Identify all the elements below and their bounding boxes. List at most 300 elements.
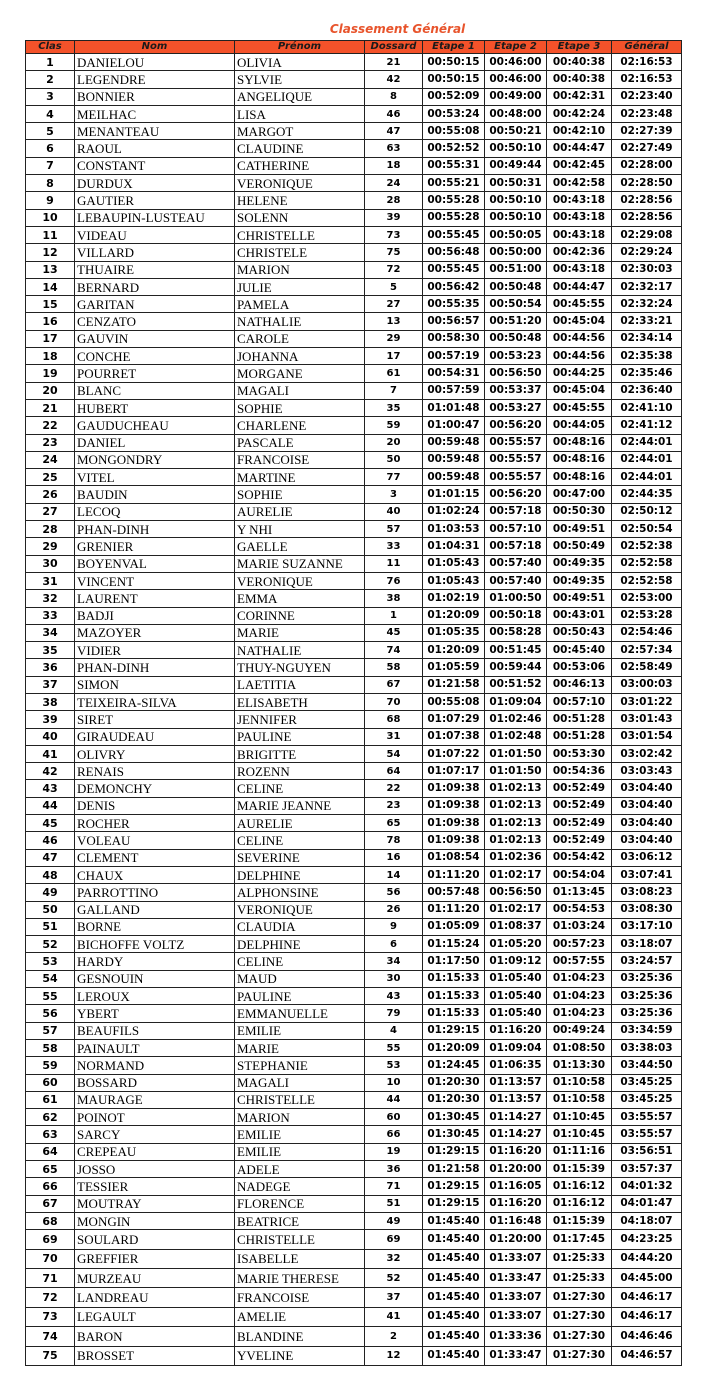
first-name-cell: CELINE [235, 832, 365, 849]
stage-3-time-cell: 01:10:58 [547, 1091, 612, 1108]
stage-3-time-cell: 00:50:43 [547, 624, 612, 641]
stage-3-time-cell: 00:49:35 [547, 572, 612, 589]
stage-3-time-cell: 01:17:45 [547, 1230, 612, 1249]
stage-1-time-cell: 01:04:31 [423, 538, 485, 555]
stage-2-time-cell: 01:02:48 [485, 728, 547, 745]
rank-cell: 13 [26, 261, 75, 278]
stage-3-time-cell: 01:13:30 [547, 1057, 612, 1074]
table-row [26, 486, 682, 503]
bib-cell: 51 [365, 1195, 423, 1212]
overall-time-cell: 03:34:59 [612, 1022, 682, 1039]
stage-3-time-cell: 00:42:36 [547, 244, 612, 261]
stage-3-time-cell: 00:48:16 [547, 434, 612, 451]
first-name-cell: JOHANNA [235, 348, 365, 365]
stage-1-time-cell: 00:55:08 [423, 693, 485, 710]
stage-2-time-cell: 00:53:27 [485, 399, 547, 416]
table-row [26, 1074, 682, 1091]
last-name-cell: DANIELOU [75, 54, 235, 71]
rank-cell: 59 [26, 1057, 75, 1074]
stage-3-time-cell: 01:04:23 [547, 970, 612, 987]
rank-cell: 16 [26, 313, 75, 330]
table-row [26, 1109, 682, 1126]
table-row [26, 399, 682, 416]
overall-time-cell: 03:02:42 [612, 745, 682, 762]
last-name-cell: GAUTIER [75, 192, 235, 209]
stage-1-time-cell: 01:29:15 [423, 1178, 485, 1195]
first-name-cell: DELPHINE [235, 866, 365, 883]
stage-3-time-cell: 00:43:18 [547, 209, 612, 226]
rank-cell: 30 [26, 555, 75, 572]
overall-time-cell: 02:28:00 [612, 157, 682, 174]
last-name-cell: GESNOUIN [75, 970, 235, 987]
rank-cell: 34 [26, 624, 75, 641]
stage-2-time-cell: 01:00:50 [485, 590, 547, 607]
overall-time-cell: 04:46:17 [612, 1307, 682, 1326]
stage-2-time-cell: 00:59:44 [485, 659, 547, 676]
stage-2-time-cell: 00:51:00 [485, 261, 547, 278]
stage-1-time-cell: 01:45:40 [423, 1249, 485, 1268]
stage-1-time-cell: 01:45:40 [423, 1268, 485, 1287]
rank-cell: 12 [26, 244, 75, 261]
rank-cell: 60 [26, 1074, 75, 1091]
stage-1-time-cell: 01:02:19 [423, 590, 485, 607]
table-row [26, 849, 682, 866]
stage-1-time-cell: 00:58:30 [423, 330, 485, 347]
bib-cell: 74 [365, 642, 423, 659]
bib-cell: 77 [365, 469, 423, 486]
stage-3-time-cell: 00:52:49 [547, 832, 612, 849]
stage-2-time-cell: 00:50:31 [485, 175, 547, 192]
overall-time-cell: 04:44:20 [612, 1249, 682, 1268]
rank-cell: 3 [26, 88, 75, 105]
rank-cell: 62 [26, 1109, 75, 1126]
stage-3-time-cell: 00:42:31 [547, 88, 612, 105]
stage-2-time-cell: 01:09:04 [485, 693, 547, 710]
overall-time-cell: 02:36:40 [612, 382, 682, 399]
overall-time-cell: 02:57:34 [612, 642, 682, 659]
last-name-cell: VOLEAU [75, 832, 235, 849]
overall-time-cell: 02:54:46 [612, 624, 682, 641]
first-name-cell: BEATRICE [235, 1212, 365, 1229]
last-name-cell: GIRAUDEAU [75, 728, 235, 745]
rank-cell: 70 [26, 1249, 75, 1268]
bib-cell: 68 [365, 711, 423, 728]
results-table [25, 40, 682, 1366]
overall-time-cell: 03:01:54 [612, 728, 682, 745]
table-row [26, 693, 682, 710]
stage-2-time-cell: 01:33:47 [485, 1268, 547, 1287]
overall-time-cell: 02:27:49 [612, 140, 682, 157]
table-row [26, 728, 682, 745]
rank-cell: 10 [26, 209, 75, 226]
stage-1-time-cell: 01:09:38 [423, 832, 485, 849]
bib-cell: 69 [365, 1230, 423, 1249]
stage-1-time-cell: 01:21:58 [423, 676, 485, 693]
stage-3-time-cell: 00:49:51 [547, 590, 612, 607]
last-name-cell: CHAUX [75, 866, 235, 883]
bib-cell: 4 [365, 1022, 423, 1039]
first-name-cell: ANGELIQUE [235, 88, 365, 105]
stage-1-time-cell: 01:01:48 [423, 399, 485, 416]
stage-2-time-cell: 00:50:00 [485, 244, 547, 261]
stage-3-time-cell: 00:44:56 [547, 330, 612, 347]
stage-3-time-cell: 00:44:47 [547, 278, 612, 295]
table-row [26, 330, 682, 347]
stage-1-time-cell: 00:53:24 [423, 105, 485, 122]
stage-1-time-cell: 00:50:15 [423, 54, 485, 71]
last-name-cell: VIDEAU [75, 226, 235, 243]
bib-cell: 40 [365, 503, 423, 520]
last-name-cell: LECOQ [75, 503, 235, 520]
table-row [26, 261, 682, 278]
stage-2-time-cell: 01:01:50 [485, 745, 547, 762]
first-name-cell: ELISABETH [235, 693, 365, 710]
table-row [26, 105, 682, 122]
table-row [26, 780, 682, 797]
first-name-cell: JENNIFER [235, 711, 365, 728]
first-name-cell: THUY-NGUYEN [235, 659, 365, 676]
bib-cell: 44 [365, 1091, 423, 1108]
first-name-cell: NATHALIE [235, 313, 365, 330]
overall-time-cell: 02:32:17 [612, 278, 682, 295]
stage-2-time-cell: 01:05:40 [485, 1005, 547, 1022]
bib-cell: 52 [365, 1268, 423, 1287]
first-name-cell: CHARLENE [235, 417, 365, 434]
last-name-cell: BEAUFILS [75, 1022, 235, 1039]
last-name-cell: PHAN-DINH [75, 521, 235, 538]
table-row [26, 1039, 682, 1056]
bib-cell: 76 [365, 572, 423, 589]
overall-time-cell: 02:29:24 [612, 244, 682, 261]
stage-2-time-cell: 00:57:10 [485, 521, 547, 538]
last-name-cell: BORNE [75, 918, 235, 935]
table-row [26, 1212, 682, 1229]
first-name-cell: CORINNE [235, 607, 365, 624]
first-name-cell: LISA [235, 105, 365, 122]
stage-2-time-cell: 01:02:17 [485, 901, 547, 918]
overall-time-cell: 03:25:36 [612, 988, 682, 1005]
stage-1-time-cell: 01:24:45 [423, 1057, 485, 1074]
last-name-cell: MOUTRAY [75, 1195, 235, 1212]
stage-2-time-cell: 00:55:57 [485, 469, 547, 486]
stage-2-time-cell: 01:33:07 [485, 1249, 547, 1268]
stage-2-time-cell: 00:46:00 [485, 54, 547, 71]
stage-1-time-cell: 00:55:35 [423, 296, 485, 313]
stage-1-time-cell: 01:01:15 [423, 486, 485, 503]
table-row [26, 192, 682, 209]
rank-cell: 47 [26, 849, 75, 866]
overall-time-cell: 02:41:10 [612, 399, 682, 416]
bib-cell: 71 [365, 1178, 423, 1195]
first-name-cell: NADEGE [235, 1178, 365, 1195]
first-name-cell: SOLENN [235, 209, 365, 226]
table-row [26, 434, 682, 451]
first-name-cell: MARIE JEANNE [235, 797, 365, 814]
stage-2-time-cell: 00:51:52 [485, 676, 547, 693]
rank-cell: 8 [26, 175, 75, 192]
table-row [26, 175, 682, 192]
first-name-cell: EMMA [235, 590, 365, 607]
first-name-cell: CHRISTELLE [235, 226, 365, 243]
overall-time-cell: 02:52:58 [612, 555, 682, 572]
first-name-cell: CAROLE [235, 330, 365, 347]
stage-3-time-cell: 00:44:47 [547, 140, 612, 157]
stage-1-time-cell: 00:55:45 [423, 261, 485, 278]
overall-time-cell: 02:30:03 [612, 261, 682, 278]
overall-time-cell: 02:50:54 [612, 521, 682, 538]
overall-time-cell: 04:18:07 [612, 1212, 682, 1229]
overall-time-cell: 03:04:40 [612, 780, 682, 797]
stage-3-time-cell: 00:40:38 [547, 71, 612, 88]
stage-2-time-cell: 00:50:10 [485, 192, 547, 209]
last-name-cell: MEILHAC [75, 105, 235, 122]
last-name-cell: CENZATO [75, 313, 235, 330]
stage-3-time-cell: 01:15:39 [547, 1161, 612, 1178]
rank-cell: 58 [26, 1039, 75, 1056]
overall-time-cell: 02:28:56 [612, 192, 682, 209]
table-row [26, 1091, 682, 1108]
first-name-cell: GAELLE [235, 538, 365, 555]
first-name-cell: BLANDINE [235, 1327, 365, 1346]
overall-time-cell: 03:17:10 [612, 918, 682, 935]
rank-cell: 61 [26, 1091, 75, 1108]
rank-cell: 74 [26, 1327, 75, 1346]
first-name-cell: BRIGITTE [235, 745, 365, 762]
bib-cell: 64 [365, 763, 423, 780]
stage-3-time-cell: 00:53:06 [547, 659, 612, 676]
first-name-cell: PAMELA [235, 296, 365, 313]
table-row [26, 1022, 682, 1039]
rank-cell: 26 [26, 486, 75, 503]
overall-time-cell: 02:53:28 [612, 607, 682, 624]
rank-cell: 68 [26, 1212, 75, 1229]
last-name-cell: GAUDUCHEAU [75, 417, 235, 434]
bib-cell: 55 [365, 1039, 423, 1056]
stage-3-time-cell: 00:50:30 [547, 503, 612, 520]
stage-2-time-cell: 01:02:13 [485, 832, 547, 849]
first-name-cell: CHRISTELLE [235, 1230, 365, 1249]
stage-1-time-cell: 01:29:15 [423, 1195, 485, 1212]
rank-cell: 6 [26, 140, 75, 157]
table-row [26, 832, 682, 849]
bib-cell: 61 [365, 365, 423, 382]
overall-time-cell: 04:46:46 [612, 1327, 682, 1346]
bib-cell: 13 [365, 313, 423, 330]
stage-1-time-cell: 01:20:30 [423, 1091, 485, 1108]
table-row [26, 503, 682, 520]
overall-time-cell: 03:07:41 [612, 866, 682, 883]
stage-1-time-cell: 01:15:24 [423, 936, 485, 953]
table-row [26, 469, 682, 486]
first-name-cell: OLIVIA [235, 54, 365, 71]
table-row [26, 953, 682, 970]
stage-2-time-cell: 01:33:07 [485, 1307, 547, 1326]
overall-time-cell: 04:23:25 [612, 1230, 682, 1249]
bib-cell: 2 [365, 1327, 423, 1346]
stage-2-time-cell: 00:50:21 [485, 123, 547, 140]
rank-cell: 1 [26, 54, 75, 71]
first-name-cell: EMILIE [235, 1143, 365, 1160]
col-header-etape-2: Etape 2 [485, 41, 547, 54]
stage-2-time-cell: 01:02:13 [485, 797, 547, 814]
table-row [26, 1249, 682, 1268]
bib-cell: 20 [365, 434, 423, 451]
overall-time-cell: 03:56:51 [612, 1143, 682, 1160]
table-row [26, 209, 682, 226]
stage-3-time-cell: 01:27:30 [547, 1327, 612, 1346]
bib-cell: 50 [365, 451, 423, 468]
last-name-cell: MONGONDRY [75, 451, 235, 468]
rank-cell: 31 [26, 572, 75, 589]
stage-2-time-cell: 00:53:23 [485, 348, 547, 365]
first-name-cell: MARTINE [235, 469, 365, 486]
stage-3-time-cell: 00:52:49 [547, 815, 612, 832]
last-name-cell: MURZEAU [75, 1268, 235, 1287]
rank-cell: 18 [26, 348, 75, 365]
last-name-cell: CONCHE [75, 348, 235, 365]
bib-cell: 43 [365, 988, 423, 1005]
last-name-cell: JOSSO [75, 1161, 235, 1178]
page-title: Classement Général [329, 22, 466, 36]
bib-cell: 33 [365, 538, 423, 555]
first-name-cell: EMMANUELLE [235, 1005, 365, 1022]
stage-2-time-cell: 00:57:40 [485, 555, 547, 572]
last-name-cell: GAUVIN [75, 330, 235, 347]
rank-cell: 75 [26, 1346, 75, 1365]
stage-2-time-cell: 00:57:40 [485, 572, 547, 589]
first-name-cell: MAGALI [235, 1074, 365, 1091]
stage-2-time-cell: 01:20:00 [485, 1161, 547, 1178]
overall-time-cell: 03:57:37 [612, 1161, 682, 1178]
stage-2-time-cell: 00:56:20 [485, 486, 547, 503]
col-header-dossard: Dossard [365, 41, 423, 54]
bib-cell: 18 [365, 157, 423, 174]
last-name-cell: PHAN-DINH [75, 659, 235, 676]
bib-cell: 60 [365, 1109, 423, 1126]
table-row [26, 54, 682, 71]
overall-time-cell: 03:55:57 [612, 1109, 682, 1126]
stage-1-time-cell: 00:55:31 [423, 157, 485, 174]
bib-cell: 10 [365, 1074, 423, 1091]
last-name-cell: RAOUL [75, 140, 235, 157]
last-name-cell: HARDY [75, 953, 235, 970]
stage-3-time-cell: 01:08:50 [547, 1039, 612, 1056]
last-name-cell: BERNARD [75, 278, 235, 295]
bib-cell: 63 [365, 140, 423, 157]
bib-cell: 14 [365, 866, 423, 883]
col-header-etape-3: Etape 3 [547, 41, 612, 54]
table-row [26, 382, 682, 399]
table-row [26, 123, 682, 140]
stage-1-time-cell: 01:21:58 [423, 1161, 485, 1178]
rank-cell: 49 [26, 884, 75, 901]
stage-2-time-cell: 01:20:00 [485, 1230, 547, 1249]
overall-time-cell: 03:04:40 [612, 815, 682, 832]
stage-3-time-cell: 00:47:00 [547, 486, 612, 503]
overall-time-cell: 03:03:43 [612, 763, 682, 780]
first-name-cell: MARGOT [235, 123, 365, 140]
stage-3-time-cell: 00:45:04 [547, 382, 612, 399]
last-name-cell: BICHOFFE VOLTZ [75, 936, 235, 953]
rank-cell: 4 [26, 105, 75, 122]
stage-3-time-cell: 00:45:04 [547, 313, 612, 330]
stage-3-time-cell: 00:53:30 [547, 745, 612, 762]
stage-3-time-cell: 00:50:49 [547, 538, 612, 555]
rank-cell: 44 [26, 797, 75, 814]
first-name-cell: ROZENN [235, 763, 365, 780]
bib-cell: 70 [365, 693, 423, 710]
rank-cell: 29 [26, 538, 75, 555]
first-name-cell: JULIE [235, 278, 365, 295]
rank-cell: 5 [26, 123, 75, 140]
stage-1-time-cell: 01:45:40 [423, 1230, 485, 1249]
bib-cell: 39 [365, 209, 423, 226]
last-name-cell: GRENIER [75, 538, 235, 555]
stage-3-time-cell: 00:44:05 [547, 417, 612, 434]
stage-3-time-cell: 01:10:45 [547, 1126, 612, 1143]
stage-2-time-cell: 01:01:50 [485, 763, 547, 780]
table-row [26, 642, 682, 659]
stage-2-time-cell: 01:08:37 [485, 918, 547, 935]
overall-time-cell: 03:25:36 [612, 970, 682, 987]
col-header-prenom: Prénom [235, 41, 365, 54]
stage-3-time-cell: 00:45:40 [547, 642, 612, 659]
rank-cell: 65 [26, 1161, 75, 1178]
bib-cell: 16 [365, 849, 423, 866]
overall-time-cell: 03:04:40 [612, 832, 682, 849]
stage-1-time-cell: 01:03:53 [423, 521, 485, 538]
table-row [26, 797, 682, 814]
first-name-cell: SEVERINE [235, 849, 365, 866]
stage-2-time-cell: 00:50:48 [485, 278, 547, 295]
bib-cell: 19 [365, 1143, 423, 1160]
last-name-cell: VIDIER [75, 642, 235, 659]
table-row [26, 157, 682, 174]
rank-cell: 55 [26, 988, 75, 1005]
stage-3-time-cell: 01:10:58 [547, 1074, 612, 1091]
overall-time-cell: 02:44:35 [612, 486, 682, 503]
stage-2-time-cell: 01:14:27 [485, 1126, 547, 1143]
first-name-cell: DELPHINE [235, 936, 365, 953]
overall-time-cell: 03:38:03 [612, 1039, 682, 1056]
first-name-cell: AURELIE [235, 815, 365, 832]
overall-time-cell: 02:44:01 [612, 434, 682, 451]
last-name-cell: VINCENT [75, 572, 235, 589]
stage-3-time-cell: 00:57:10 [547, 693, 612, 710]
first-name-cell: VERONIQUE [235, 901, 365, 918]
overall-time-cell: 03:55:57 [612, 1126, 682, 1143]
last-name-cell: BAUDIN [75, 486, 235, 503]
bib-cell: 12 [365, 1346, 423, 1365]
table-row [26, 866, 682, 883]
stage-1-time-cell: 01:17:50 [423, 953, 485, 970]
overall-time-cell: 03:08:30 [612, 901, 682, 918]
overall-time-cell: 02:27:39 [612, 123, 682, 140]
last-name-cell: LEGENDRE [75, 71, 235, 88]
overall-time-cell: 02:52:58 [612, 572, 682, 589]
table-row [26, 365, 682, 382]
rank-cell: 2 [26, 71, 75, 88]
stage-2-time-cell: 00:57:18 [485, 538, 547, 555]
table-row [26, 1268, 682, 1287]
bib-cell: 54 [365, 745, 423, 762]
stage-3-time-cell: 00:49:24 [547, 1022, 612, 1039]
rank-cell: 9 [26, 192, 75, 209]
last-name-cell: POINOT [75, 1109, 235, 1126]
stage-1-time-cell: 00:59:48 [423, 469, 485, 486]
stage-1-time-cell: 01:05:43 [423, 555, 485, 572]
stage-3-time-cell: 01:25:33 [547, 1249, 612, 1268]
